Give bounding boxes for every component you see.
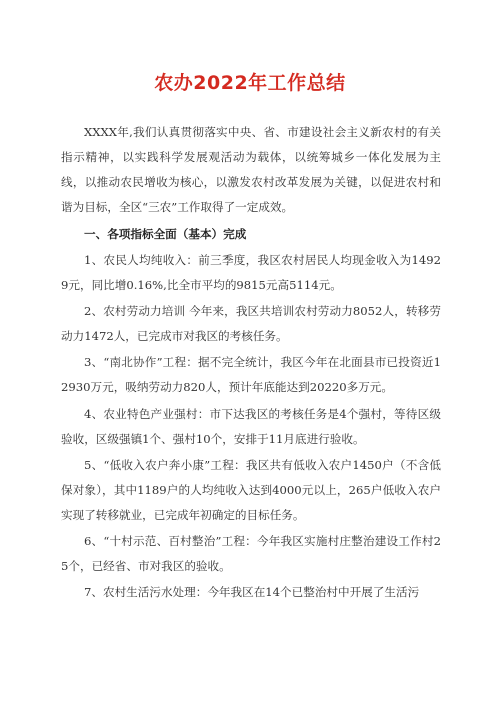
intro-paragraph: XXXX年,我们认真贯彻落实中央、省、市建设社会主义新农村的有关指示精神，以实践科学发展观活动为载体，以统筹城乡一体化发展为主线，以推动农民增收为核心，以激发农村改革发展为关键，以促进农村和谐为目标，全区“三农”工作取得了一定成效。 [61, 125, 441, 214]
list-item: 1、农民人均纯收入：前三季度，我区农村居民人均现金收入为14929元，同比增0.16%,比全市平均的9815元高5114元。 [61, 253, 441, 292]
list-item: 6、“十村示范、百村整治”工程：今年我区实施村庄整治建设工作村25个，已经省、市对我区的验收。 [61, 534, 441, 573]
list-item: 5、“低收入农户奔小康”工程：我区共有低收入农户1450户（不含低保对象），其中1189户的人均纯收入达到4000元以上，265户低收入农户实现了转移就业，已完成年初确定的目标任务。 [61, 458, 441, 522]
list-item: 3、“南北协作”工程：据不完全统计，我区今年在北面县市已投资近12930万元，吸纳劳动力820人，预计年底能达到20220多万元。 [61, 355, 441, 394]
section-heading: 一、各项指标全面（基本）完成 [84, 227, 247, 241]
list-item: 7、农村生活污水处理：今年我区在14个已整治村中开展了生活污 [84, 585, 420, 599]
document-title: 农办2022年工作总结 [154, 72, 346, 94]
list-item: 4、农业特色产业强村：市下达我区的考核任务是4个强村，等待区级验收，区级强镇1个、强村10个，安排于11月底进行验收。 [61, 407, 441, 446]
list-item: 2、农村劳动力培训 今年来，我区共培训农村劳动力8052人，转移劳动力1472人，已完成市对我区的考核任务。 [61, 304, 441, 343]
